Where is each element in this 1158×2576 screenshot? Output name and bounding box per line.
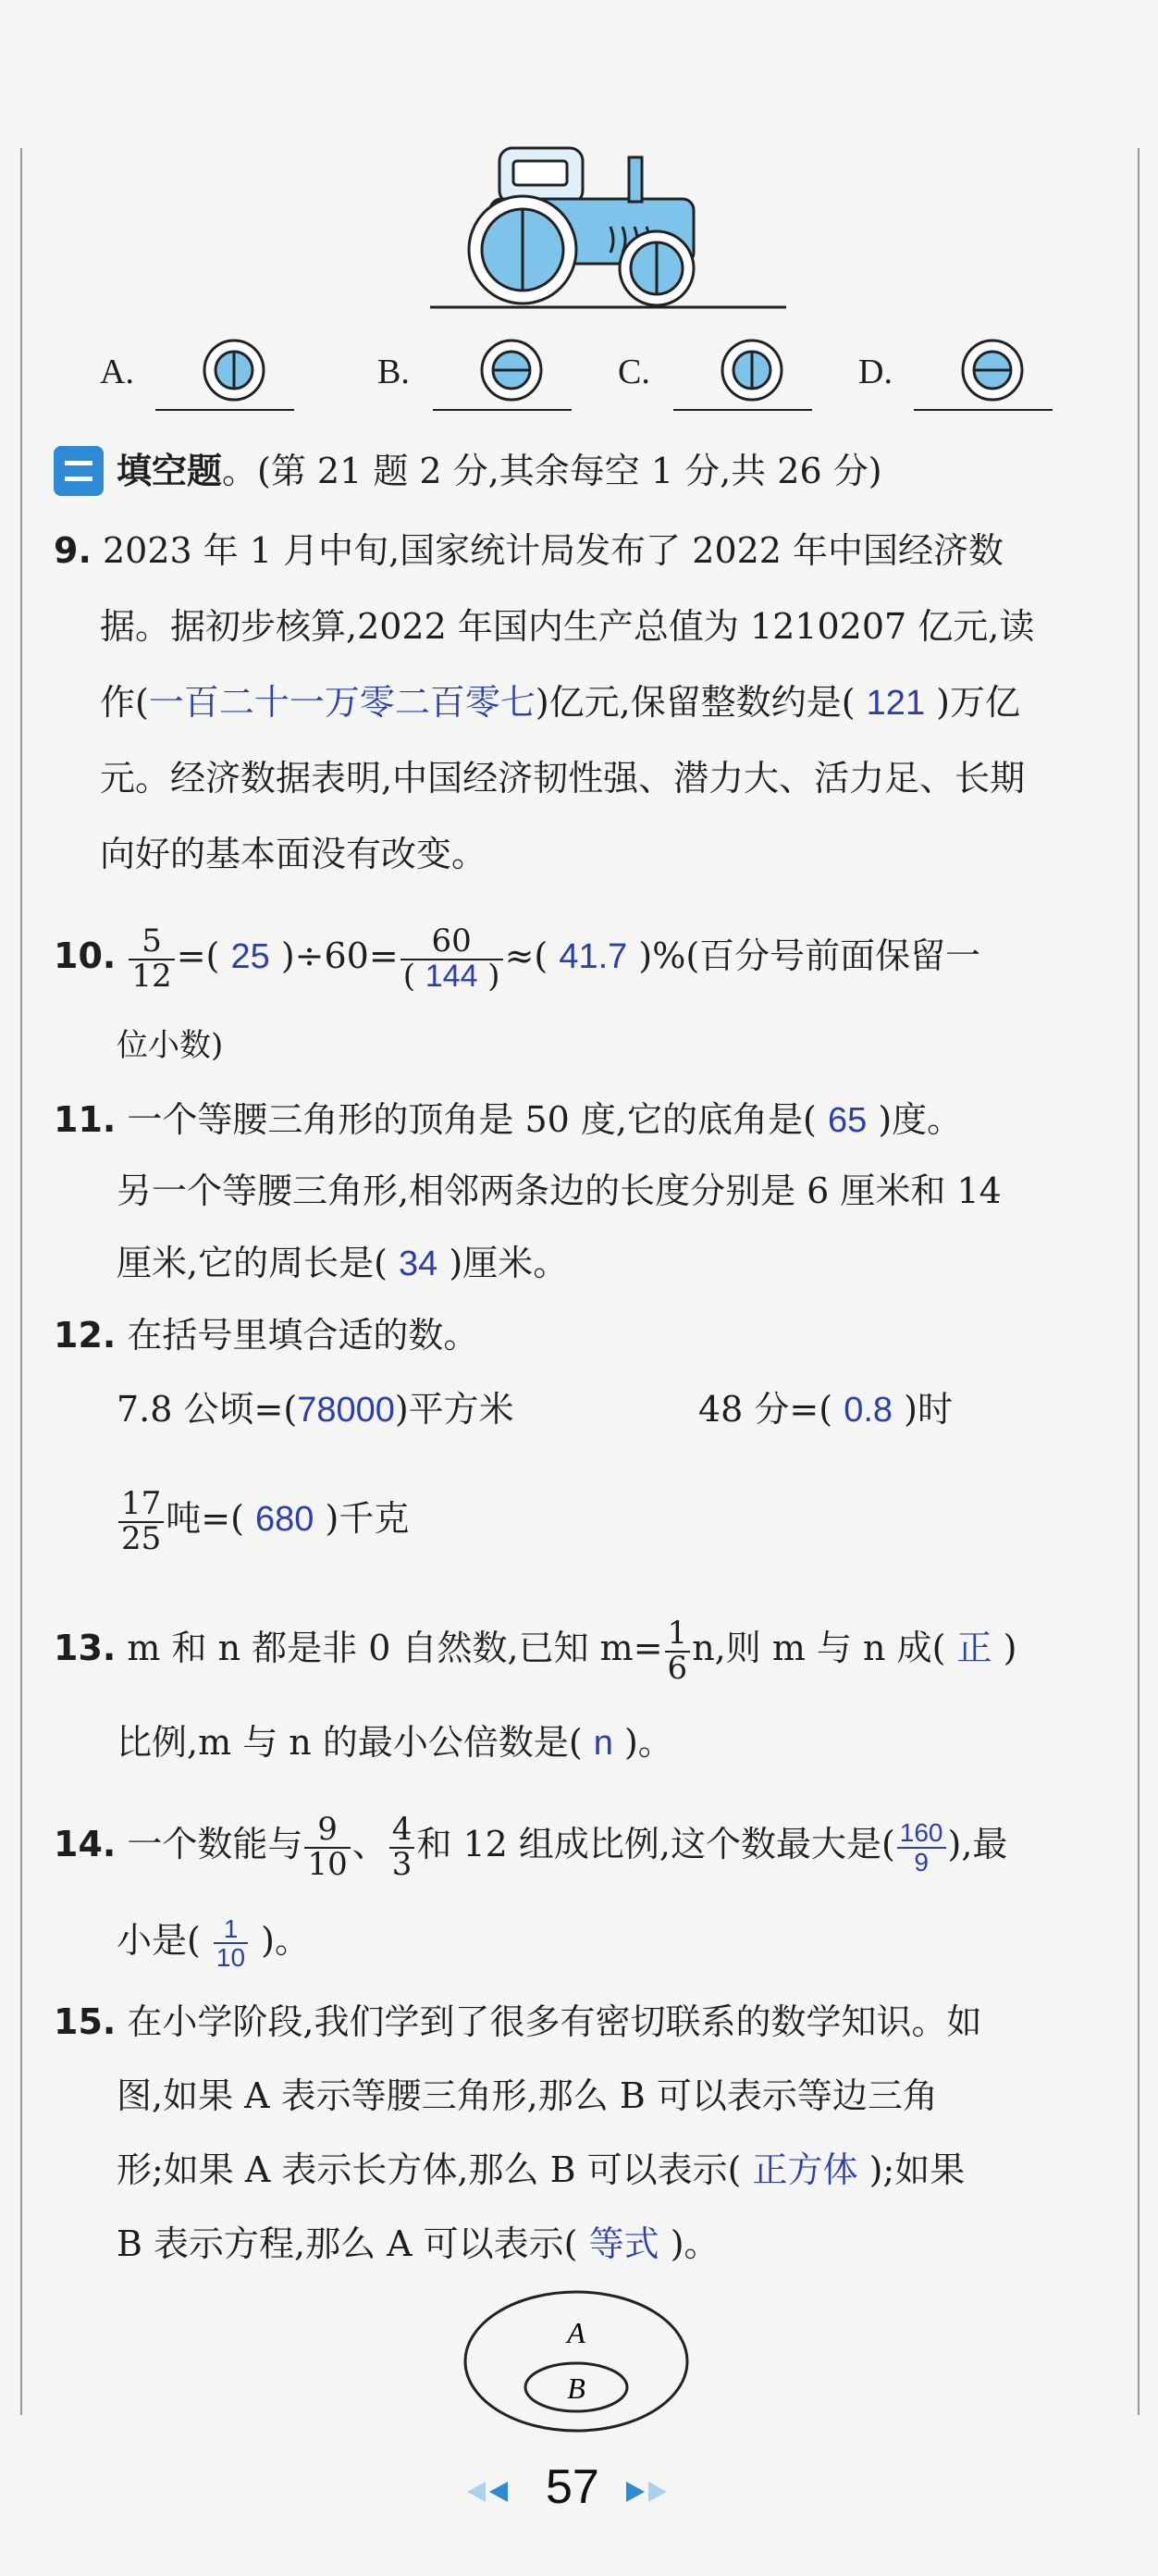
q11-line-3: 厘米,它的周长是( 34 )厘米。 (117, 1243, 569, 1283)
wheel-vertical-line-icon (202, 333, 266, 407)
q15-number: 15. (54, 2001, 117, 2042)
option-c-letter: C. (618, 353, 650, 391)
q9-line-1 (54, 527, 1004, 574)
q15-answer-cube: 正方体 (752, 2151, 858, 2190)
q15-line-4: B 表示方程,那么 A 可以表示( 等式 )。 (117, 2223, 720, 2264)
q10-answer-dividend: 25 (230, 937, 270, 977)
tractor-figure (421, 139, 791, 319)
q13-line-2: 比例,m 与 n 的最小公倍数是( n )。 (117, 1722, 673, 1763)
q9-text: 作( (100, 682, 149, 723)
fraction: $\frac{1}{6}$ (665, 1617, 691, 1685)
q14-answer-max: $\frac{160}{9}$ (897, 1819, 946, 1876)
q10-line-2: 位小数) (117, 1027, 224, 1064)
q12-item-3: $\frac{17}{25}$ 吨=( 680 )千克 (117, 1488, 409, 1555)
q9-line-2: 据。据初步核算,2022 年国内生产总值为 1210207 亿元,读 (100, 606, 1035, 647)
q10-answer-denominator: 144 (425, 958, 478, 994)
q12-answer-kg: 680 (255, 1500, 314, 1540)
fraction: $\frac{4}{3}$ (389, 1814, 415, 1881)
q12-item-2: 48 分=( 0.8 )时 (698, 1389, 953, 1430)
q11-line-2: 另一个等腰三角形,相邻两条边的长度分别是 6 厘米和 14 (117, 1170, 1002, 1211)
venn-label-b: B (567, 2372, 585, 2405)
option-d-letter: D. (858, 353, 893, 391)
option-a-blank (155, 409, 294, 411)
q9-line-3 (100, 679, 1020, 726)
q11-answer-base-angle: 65 (827, 1101, 868, 1140)
q10-number: 10. (54, 935, 117, 977)
q12-answer-hours: 0.8 (844, 1391, 893, 1430)
venn-label-a: A (567, 2316, 585, 2349)
q15-line-2: 图,如果 A 表示等腰三角形,那么 B 可以表示等边三角 (117, 2075, 938, 2116)
q15-line-3: 形;如果 A 表示长方体,那么 B 可以表示( 正方体 );如果 (117, 2149, 966, 2190)
q10-answer-percent: 41.7 (559, 937, 628, 977)
option-b-blank (433, 409, 572, 411)
section-heading (54, 442, 882, 500)
fraction: $\frac{9}{10}$ (304, 1814, 350, 1881)
q12-number: 12. (54, 1315, 117, 1356)
option-a-letter: A. (100, 353, 134, 391)
q14-answer-min: $\frac{1}{10}$ (214, 1915, 248, 1972)
page-number: 57 (546, 2460, 599, 2514)
q9-line-4: 元。经济数据表明,中国经济韧性强、潜力大、活力足、长期 (100, 758, 1026, 799)
wheel-horizontal-line-icon (479, 333, 544, 407)
q12-item-1: 7.8 公顷=(78000)平方米 (117, 1389, 514, 1430)
left-margin-rule (20, 148, 22, 2415)
right-margin-rule (1138, 148, 1140, 2415)
q11-line-1: 11. 一个等腰三角形的顶角是 50 度,它的底角是( 65 )度。 (54, 1099, 963, 1140)
q9-answer-rounded: 121 (866, 684, 926, 723)
q13-answer-proportion: 正 (956, 1629, 992, 1669)
fraction: $\frac{5}{12}$ (129, 925, 174, 993)
q12-line-1: 12. 在括号里填合适的数。 (54, 1315, 479, 1356)
q15-line-1: 15. 在小学阶段,我们学到了很多有密切联系的数学知识。如 (54, 2001, 982, 2042)
q11-answer-perimeter: 34 (399, 1245, 438, 1283)
fraction: $\frac{60}{( 144 )}$ (400, 925, 503, 993)
q9-text: 2023 年 1 月中旬,国家统计局发布了 2022 年中国经济数 (102, 530, 1004, 571)
wheel-vertical-line-icon (720, 333, 784, 407)
q15-answer-equation: 等式 (588, 2225, 659, 2264)
prev-arrows-icon (467, 2480, 523, 2504)
q9-text: )万亿 (936, 682, 1020, 723)
option-d-blank (914, 409, 1053, 411)
q12-answer-sqm: 78000 (297, 1391, 395, 1430)
option-b-letter: B. (377, 353, 410, 391)
fraction: $\frac{17}{25}$ (118, 1488, 164, 1555)
q9-answer-reading: 一百二十一万零二百零七 (148, 684, 536, 723)
q9-text: )亿元,保留整数约是( (535, 682, 856, 723)
section-two-icon (54, 446, 104, 496)
q9-number: 9. (54, 530, 92, 571)
q14-number: 14. (54, 1824, 117, 1865)
q13-line-1: 13. m 和 n 都是非 0 自然数,已知 m= $\frac{1}{6}$ n,则 m 与 n 成( 正 ) (54, 1615, 1017, 1687)
q14-line-1: 14. 一个数能与 $\frac{9}{10}$ 、 $\frac{4}{3}$ 和 12 组成比例,这个数最大是( $\frac{160}{9}$ ),最 (54, 1811, 1008, 1883)
q14-line-2: 小是( $\frac{1}{10}$ )。 (117, 1914, 310, 1973)
section-title: 填空题 (117, 451, 223, 491)
venn-diagram (461, 2287, 692, 2445)
page-navigation (467, 2459, 689, 2524)
q11-number: 11. (54, 1099, 117, 1140)
section-note: 。(第 21 题 2 分,其余每空 1 分,共 26 分) (222, 451, 882, 491)
q13-number: 13. (54, 1628, 117, 1669)
q13-answer-lcm: n (593, 1724, 613, 1763)
q10-line-1: 10. $\frac{5}{12}$ =( 25 )÷60= $\frac{60}{( 144 )}$ ≈( 41.7 )%(百分号前面保留一 (54, 923, 981, 995)
wheel-horizontal-line-icon (960, 333, 1025, 407)
next-arrows-icon (626, 2480, 682, 2504)
option-c-blank (673, 409, 812, 411)
q9-line-5: 向好的基本面没有改变。 (100, 834, 487, 874)
